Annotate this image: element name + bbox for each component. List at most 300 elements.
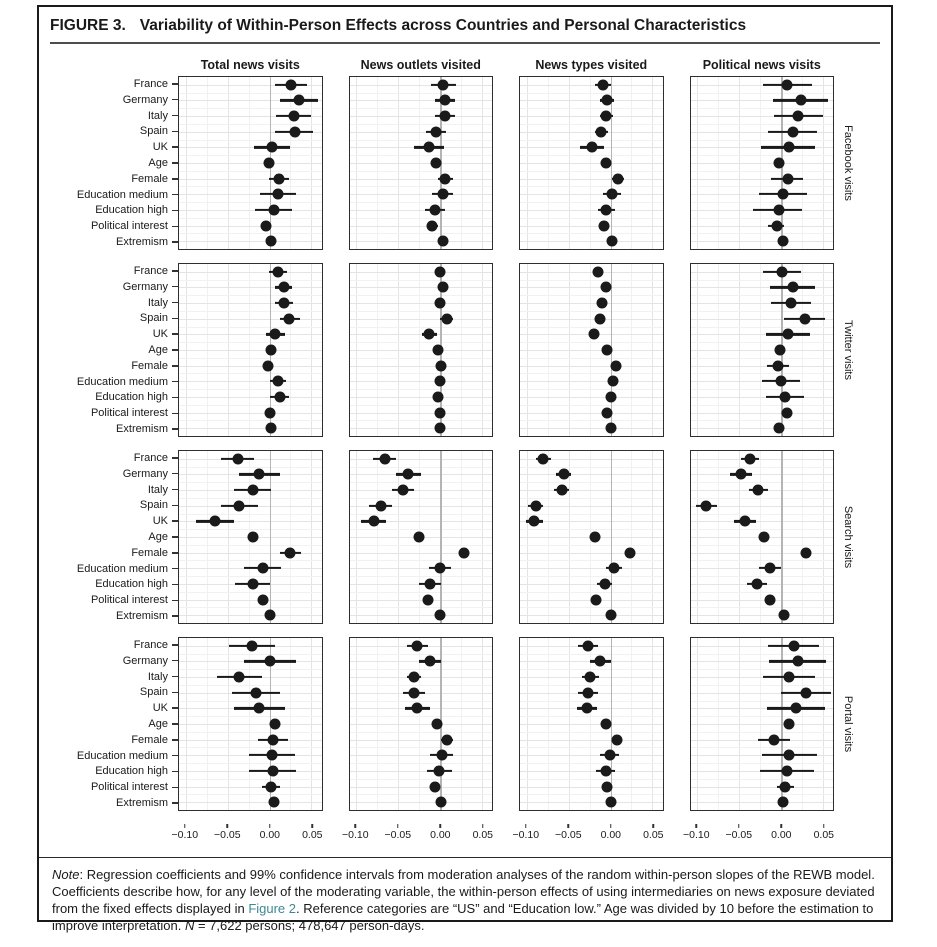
- coef-dot: [608, 376, 619, 387]
- coef-dot: [412, 703, 423, 714]
- coef-dot: [435, 298, 446, 309]
- gridline-row-major: [520, 584, 663, 585]
- gridline-row-minor: [520, 467, 663, 468]
- coef-dot: [606, 391, 617, 402]
- coef-dot: [266, 423, 277, 434]
- gridline-row-major: [520, 615, 663, 616]
- gridline-row-major: [350, 600, 493, 601]
- panel-3-1: [349, 637, 494, 811]
- gridline-row-minor: [691, 202, 834, 203]
- gridline-row-minor: [520, 389, 663, 390]
- coef-dot: [775, 345, 786, 356]
- gridline-row-minor: [520, 124, 663, 125]
- coef-dot: [283, 313, 294, 324]
- gridline-row-major: [520, 802, 663, 803]
- gridline-row-minor: [350, 124, 493, 125]
- panel-row-3: [50, 637, 880, 811]
- coef-dot: [601, 282, 612, 293]
- row-strip: [834, 637, 880, 811]
- gridline-row-minor: [350, 545, 493, 546]
- gridline-row-major: [350, 287, 493, 288]
- x-tick-mark: [184, 824, 186, 828]
- y-axis-label-text: Education medium: [76, 749, 168, 762]
- gridline-row-minor: [691, 373, 834, 374]
- coef-dot: [607, 236, 618, 247]
- gridline-row-major: [179, 397, 322, 398]
- y-axis-label: [131, 547, 178, 559]
- panel-0-0: [178, 76, 323, 250]
- coef-dot: [773, 158, 784, 169]
- coef-dot: [247, 578, 258, 589]
- y-axis-label: [134, 265, 178, 277]
- coef-dot: [266, 345, 277, 356]
- gridline-row-major: [691, 366, 834, 367]
- y-axis-labels: [50, 76, 178, 250]
- gridline-row-minor: [350, 514, 493, 515]
- coef-dot: [782, 173, 793, 184]
- gridline-row-minor: [179, 498, 322, 499]
- y-axis-label: [148, 718, 178, 730]
- coef-dot: [267, 142, 278, 153]
- x-tick-label: 0.05: [472, 829, 494, 841]
- gridline-row-major: [520, 771, 663, 772]
- panel-row-0: [50, 76, 880, 250]
- gridline-row-minor: [691, 592, 834, 593]
- gridline-row-minor: [179, 358, 322, 359]
- gridline-row-minor: [350, 607, 493, 608]
- gridline-row-major: [520, 490, 663, 491]
- y-axis-label: [95, 391, 178, 403]
- y-axis-label: [148, 157, 178, 169]
- gridline-row-major: [350, 677, 493, 678]
- x-tick-mark: [312, 824, 314, 828]
- x-tick-label: −0.10: [342, 829, 369, 841]
- coef-dot: [601, 111, 612, 122]
- gridline-row-major: [350, 724, 493, 725]
- panel-1-3: [690, 263, 835, 437]
- y-axis-label: [123, 468, 178, 480]
- coef-dot: [784, 750, 795, 761]
- coef-dot: [759, 532, 770, 543]
- panel-0-2: [519, 76, 664, 250]
- gridline-row-major: [350, 241, 493, 242]
- gridline-row-major: [691, 474, 834, 475]
- coef-dot: [787, 282, 798, 293]
- gridline-row-major: [520, 100, 663, 101]
- coef-dot: [247, 532, 258, 543]
- y-axis-label: [77, 189, 178, 201]
- gridline-row-minor: [520, 420, 663, 421]
- gridline-row-major: [691, 615, 834, 616]
- coef-dot: [431, 719, 442, 730]
- gridline-row-minor: [691, 389, 834, 390]
- coef-dot: [424, 656, 435, 667]
- coef-dot: [264, 407, 275, 418]
- y-axis-label: [153, 328, 178, 340]
- x-tick-mark: [269, 824, 271, 828]
- gridline-row-minor: [520, 529, 663, 530]
- row-strip-label: Twitter visits: [842, 320, 854, 380]
- coef-dot: [247, 485, 258, 496]
- gridline-row-major: [520, 241, 663, 242]
- coef-dot: [606, 797, 617, 808]
- y-axis-label-text: Political interest: [90, 594, 168, 607]
- x-axis-right-spacer: [834, 824, 880, 848]
- gridline-row-minor: [350, 420, 493, 421]
- gridline-row-minor: [179, 342, 322, 343]
- gridline-row-minor: [350, 592, 493, 593]
- gridline-row-minor: [691, 295, 834, 296]
- figure-title-row: [50, 15, 880, 36]
- gridline-row-major: [520, 474, 663, 475]
- gridline-row-minor: [691, 498, 834, 499]
- gridline-row-minor: [179, 576, 322, 577]
- gridline-row-minor: [350, 233, 493, 234]
- y-axis-label: [148, 531, 178, 543]
- coef-dot: [437, 189, 448, 200]
- coef-dot: [735, 469, 746, 480]
- x-axis-1: [342, 824, 494, 848]
- coef-dot: [435, 563, 446, 574]
- gridline-row-minor: [179, 560, 322, 561]
- coef-dot: [440, 173, 451, 184]
- row-strip: [834, 76, 880, 250]
- gridline-row-major: [350, 366, 493, 367]
- coef-dot: [414, 532, 425, 543]
- gridline-row-major: [691, 350, 834, 351]
- gridline-row-minor: [350, 108, 493, 109]
- gridline-row-major: [691, 521, 834, 522]
- x-tick-mark: [610, 824, 612, 828]
- gridline-row-major: [520, 287, 663, 288]
- gridline-row-minor: [350, 93, 493, 94]
- gridline-row-major: [520, 568, 663, 569]
- x-axis-0: [171, 824, 323, 848]
- gridline-row-minor: [179, 311, 322, 312]
- gridline-row-minor: [350, 389, 493, 390]
- x-tick-mark: [568, 824, 570, 828]
- gridline-row-major: [520, 163, 663, 164]
- gridline-row-minor: [350, 155, 493, 156]
- y-axis-label: [77, 750, 178, 762]
- coef-dot: [701, 500, 712, 511]
- coef-dot: [778, 610, 789, 621]
- gridline-row-minor: [350, 295, 493, 296]
- gridline-row-major: [350, 428, 493, 429]
- y-axis-label-text: Education medium: [76, 375, 168, 388]
- coef-dot: [272, 189, 283, 200]
- y-axis-label: [153, 702, 178, 714]
- gridline-row-major: [350, 272, 493, 273]
- gridline-row-minor: [691, 576, 834, 577]
- gridline-row-minor: [179, 514, 322, 515]
- x-axis-spacer: [50, 824, 178, 848]
- gridline-row-major: [520, 397, 663, 398]
- coef-dot: [605, 610, 616, 621]
- x-tick-mark: [482, 824, 484, 828]
- y-axis-label-text: Extremism: [116, 236, 168, 249]
- coef-dot: [529, 516, 540, 527]
- coef-dot: [254, 703, 265, 714]
- gridline-row-minor: [179, 701, 322, 702]
- y-axis-label-text: Spain: [139, 125, 168, 138]
- coef-dot: [769, 734, 780, 745]
- figure-2-link[interactable]: Figure 2: [248, 901, 297, 916]
- coef-dot: [601, 204, 612, 215]
- gridline-row-minor: [179, 685, 322, 686]
- gridline-row-minor: [520, 155, 663, 156]
- panel-1-1: [349, 263, 494, 437]
- gridline-row-minor: [179, 794, 322, 795]
- y-axis-label-text: UK: [152, 328, 168, 341]
- coef-dot: [379, 453, 390, 464]
- gridline-row-major: [179, 413, 322, 414]
- coef-dot: [435, 266, 446, 277]
- y-axis-label-text: Female: [131, 359, 168, 372]
- gridline-row-minor: [179, 93, 322, 94]
- gridline-row-major: [350, 132, 493, 133]
- gridline-row-minor: [179, 732, 322, 733]
- gridline-row-minor: [350, 202, 493, 203]
- coef-dot: [774, 423, 785, 434]
- coef-dot: [375, 500, 386, 511]
- coef-dot: [765, 594, 776, 605]
- coef-dot: [440, 111, 451, 122]
- coef-dot: [267, 734, 278, 745]
- coef-dot: [792, 111, 803, 122]
- y-axis-label: [116, 236, 178, 248]
- gridline-row-minor: [691, 607, 834, 608]
- y-axis-label-text: Italy: [147, 670, 168, 683]
- y-axis-label-text: Education high: [95, 765, 168, 778]
- coef-dot: [246, 640, 257, 651]
- coef-dot: [268, 204, 279, 215]
- gridline-row-major: [350, 755, 493, 756]
- gridline-row-minor: [691, 794, 834, 795]
- gridline-row-minor: [179, 389, 322, 390]
- gridline-row-major: [350, 802, 493, 803]
- coef-dot: [598, 220, 609, 231]
- y-axis-label: [123, 94, 178, 106]
- row-strip-label: Portal visits: [842, 695, 854, 753]
- panel-1-2: [519, 263, 664, 437]
- gridline-row-minor: [350, 358, 493, 359]
- gridline-row-major: [350, 413, 493, 414]
- gridline-row-major: [520, 132, 663, 133]
- y-axis-label: [134, 452, 178, 464]
- y-axis-label-text: Germany: [122, 280, 168, 293]
- note-text: . Reference categories are “US” and “Education low.” Age was divided by 10 before the estimation to improve interpretation.: [52, 901, 874, 933]
- gridline-row-minor: [691, 685, 834, 686]
- gridline-row-major: [179, 724, 322, 725]
- y-axis-label-text: Education medium: [76, 562, 168, 575]
- coef-dot: [257, 594, 268, 605]
- figure-frame: [37, 5, 893, 933]
- gridline-row-minor: [691, 171, 834, 172]
- coef-dot: [424, 142, 435, 153]
- coef-dot: [780, 391, 791, 402]
- coef-dot: [601, 719, 612, 730]
- gridline-row-major: [520, 272, 663, 273]
- gridline-row-minor: [691, 218, 834, 219]
- gridline-row-minor: [179, 420, 322, 421]
- coef-dot: [273, 173, 284, 184]
- gridline-row-minor: [520, 218, 663, 219]
- column-header-1: News outlets visited: [360, 58, 481, 72]
- coef-dot: [438, 236, 449, 247]
- gridline-row-minor: [179, 405, 322, 406]
- y-axis-label: [91, 781, 178, 793]
- coef-dot: [440, 95, 451, 106]
- coef-dot: [435, 423, 446, 434]
- gridline-row-minor: [691, 358, 834, 359]
- y-axis-label: [91, 220, 178, 232]
- y-axis-label: [153, 515, 178, 527]
- row-strip: [834, 263, 880, 437]
- x-tick-label: −0.05: [555, 829, 582, 841]
- coef-dot: [434, 765, 445, 776]
- gridline-row-minor: [691, 467, 834, 468]
- gridline-row-minor: [520, 327, 663, 328]
- gridline-row-minor: [179, 202, 322, 203]
- note-text: Note: [52, 867, 80, 882]
- coef-dot: [597, 298, 608, 309]
- coef-dot: [751, 578, 762, 589]
- y-axis-label: [148, 484, 178, 496]
- coef-dot: [286, 79, 297, 90]
- y-axis-label: [123, 281, 178, 293]
- gridline-row-major: [179, 615, 322, 616]
- x-tick-label: 0.05: [813, 829, 835, 841]
- gridline-row-minor: [520, 701, 663, 702]
- gridline-row-minor: [350, 186, 493, 187]
- coef-dot: [602, 781, 613, 792]
- coef-dot: [270, 719, 281, 730]
- coef-dot: [436, 750, 447, 761]
- coef-dot: [591, 594, 602, 605]
- coef-dot: [254, 469, 265, 480]
- gridline-row-major: [691, 163, 834, 164]
- coef-dot: [278, 298, 289, 309]
- y-axis-label-text: Spain: [139, 686, 168, 699]
- gridline-row-major: [520, 740, 663, 741]
- x-tick-label: 0.00: [600, 829, 622, 841]
- x-axis-3: [683, 824, 835, 848]
- coef-dot: [274, 391, 285, 402]
- gridline-row-minor: [691, 420, 834, 421]
- coef-dot: [368, 516, 379, 527]
- coef-dot: [430, 781, 441, 792]
- x-tick-mark: [227, 824, 229, 828]
- x-tick-label: −0.10: [512, 829, 540, 841]
- gridline-row-major: [350, 100, 493, 101]
- gridline-row-major: [350, 397, 493, 398]
- coef-dot: [530, 500, 541, 511]
- coef-dot: [538, 453, 549, 464]
- coef-dot: [777, 797, 788, 808]
- gridline-row-minor: [179, 140, 322, 141]
- coef-dot: [278, 282, 289, 293]
- coef-dot: [272, 376, 283, 387]
- gridline-row-minor: [350, 701, 493, 702]
- x-tick-label: −0.10: [683, 829, 710, 841]
- gridline-row-major: [179, 381, 322, 382]
- gridline-row-major: [350, 226, 493, 227]
- gridline-row-major: [350, 85, 493, 86]
- gridline-row-major: [520, 194, 663, 195]
- y-axis-label: [131, 734, 178, 746]
- gridline-row-minor: [350, 779, 493, 780]
- coef-dot: [582, 703, 593, 714]
- coef-dot: [624, 547, 635, 558]
- gridline-row-major: [691, 397, 834, 398]
- panel-2-1: [349, 450, 494, 624]
- y-axis-label-text: Spain: [139, 499, 168, 512]
- y-axis-label-text: Germany: [122, 654, 168, 667]
- gridline-row-major: [179, 303, 322, 304]
- gridline-row-minor: [350, 342, 493, 343]
- panel-2-0: [178, 450, 323, 624]
- coef-dot: [783, 142, 794, 153]
- gridline-row-minor: [520, 592, 663, 593]
- gridline-row-major: [179, 226, 322, 227]
- y-axis-label-text: Age: [148, 344, 168, 356]
- y-axis-label: [91, 407, 178, 419]
- y-axis-label: [77, 563, 178, 575]
- coef-dot: [610, 360, 621, 371]
- gridline-row-minor: [350, 794, 493, 795]
- coef-dot: [587, 142, 598, 153]
- note-text: : Regression coefficients and 99% confidence intervals from moderation analyses of the random within-person slopes of the REWB model. Coefficients describe how, for any level of the moderating variable, the within-person effects of using intermediaries on news exposure deviated from the fixed effects displayed in: [52, 867, 875, 916]
- gridline-row-major: [520, 85, 663, 86]
- gridline-row-minor: [520, 794, 663, 795]
- coef-dot: [263, 158, 274, 169]
- gridline-row-major: [350, 771, 493, 772]
- gridline-row-minor: [350, 747, 493, 748]
- coef-dot: [792, 656, 803, 667]
- gridline-row-minor: [179, 186, 322, 187]
- coef-dot: [788, 640, 799, 651]
- zero-line: [270, 451, 272, 623]
- gridline-row-major: [179, 428, 322, 429]
- gridline-row-major: [691, 428, 834, 429]
- gridline-row-minor: [691, 747, 834, 748]
- coef-dot: [398, 485, 409, 496]
- y-axis-label: [116, 423, 178, 435]
- coef-dot: [786, 298, 797, 309]
- x-tick-mark: [696, 824, 698, 828]
- coef-dot: [556, 485, 567, 496]
- coef-dot: [606, 423, 617, 434]
- gridline-row-minor: [179, 545, 322, 546]
- gridline-row-major: [179, 334, 322, 335]
- gridline-row-major: [179, 787, 322, 788]
- x-tick-label: 0.00: [430, 829, 451, 841]
- coef-dot: [435, 797, 446, 808]
- gridline-row-minor: [691, 311, 834, 312]
- gridline-row-minor: [179, 592, 322, 593]
- coef-dot: [430, 158, 441, 169]
- gridline-row-minor: [691, 124, 834, 125]
- gridline-row-minor: [520, 498, 663, 499]
- x-tick-mark: [653, 824, 655, 828]
- gridline-row-minor: [179, 295, 322, 296]
- coef-dot: [781, 79, 792, 90]
- y-axis-label-text: UK: [152, 702, 168, 715]
- coef-dot: [438, 79, 449, 90]
- gridline-row-minor: [350, 576, 493, 577]
- gridline-row-minor: [350, 373, 493, 374]
